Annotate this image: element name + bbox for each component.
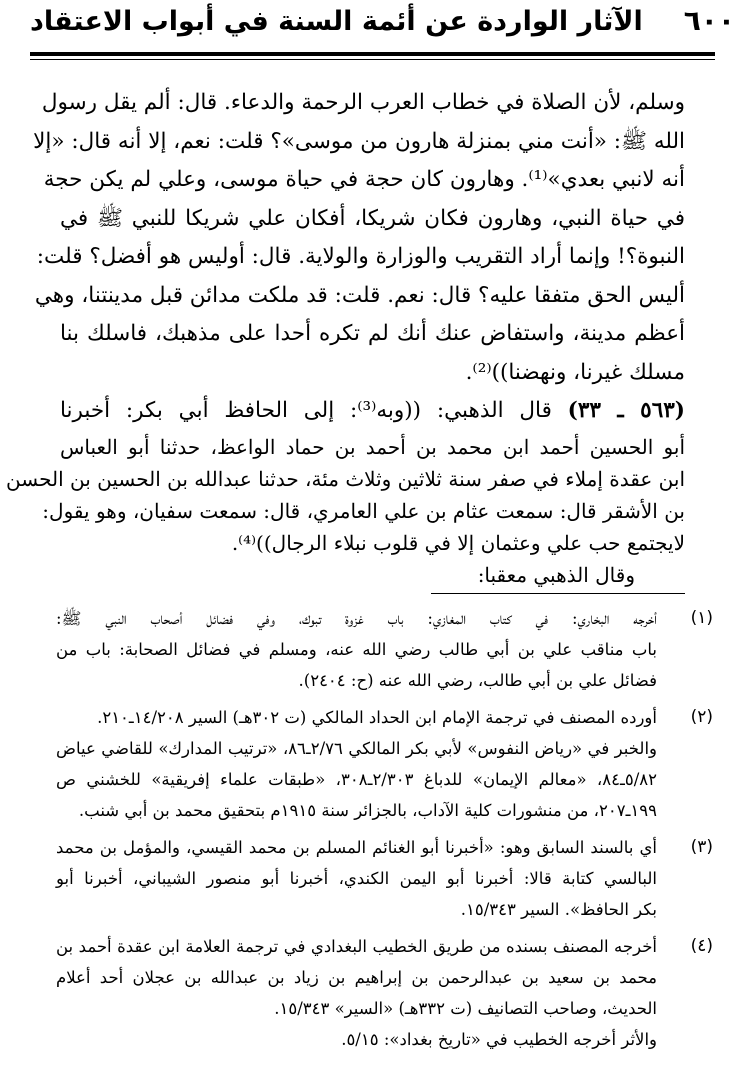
running-title: الآثار الواردة عن أئمة السنة في أبواب الاعتقاد	[30, 6, 643, 37]
footnote-line: أخرجه المصنف بسنده من طريق الخطيب البغدادي في ترجمة العلامة ابن عقدة أحمد بن	[56, 937, 657, 956]
footnote-line: ١٩٩ـ٢٠٧، من منشورات كلية الآداب، بالجزائر سنة ١٩١٥م بتحقيق محمد بن أبي شنب.	[78, 801, 657, 820]
footnote-separator	[431, 593, 685, 594]
footnote-line: فضائل علي بن أبي طالب، رضي الله عنه (ح: ٢٤٠٤).	[298, 671, 657, 690]
text-line: أبو الحسين أحمد ابن محمد بن أحمد بن حماد الواعظ، حدثنا أبو العباس	[60, 434, 685, 459]
footnote-line: والأثر أخرجه الخطيب في «تاريخ بغداد»: ٥/١٥.	[341, 1030, 657, 1049]
footnote-number: (٣)	[690, 837, 713, 857]
page-number: ٦٠٠	[683, 4, 735, 37]
text-line: النبوة؟! وإنما أراد التقريب والوزارة والولاية. قال: أوليس هو أفضل؟ قلت:	[36, 244, 685, 269]
entry-heading-line	[60, 392, 685, 431]
header-rule-thin	[30, 59, 715, 60]
text-line: قال الذهبي: ((وبه⁽³⁾: إلى الحافظ أبي بكر: أخبرنا	[60, 398, 552, 423]
footnote	[56, 603, 715, 696]
footnote-line: أخرجه البخاري: في كتاب المغازي: باب غزوة تبوك، وفي فضائل أصحاب النبي ﷺ:	[56, 609, 657, 628]
footnote-line: باب مناقب علي بن أبي طالب رضي الله عنه، ومسلم في فضائل الصحابة: باب من	[56, 640, 657, 659]
footnote-line: محمد بن سعيد بن عبدالرحمن بن إبراهيم بن زياد بن عبدالله بن عجلان أحد أعلام	[56, 968, 657, 987]
footnote-line: بكر الحافظ». السير ١٥/٣٤٣.	[460, 900, 657, 919]
footnote-number: (١)	[690, 608, 713, 628]
text-line: مسلك غيرنا، ونهضنا))⁽²⁾.	[465, 359, 685, 385]
text-line: في حياة النبي، وهارون فكان شريكا، أفكان علي شريكا للنبي ﷺ في	[60, 205, 685, 231]
text-line: الله ﷺ: «أنت مني بمنزلة هارون من موسى»؟ قلت: نعم، إلا أنه قال: «إلا	[33, 128, 685, 154]
footnote	[56, 832, 715, 925]
main-text	[6, 84, 685, 591]
footnote-line: أورده المصنف في ترجمة الإمام ابن الحداد المالكي (ت ٣٠٢هـ) السير ١٤/٢٠٨ـ٢١٠.	[97, 708, 657, 727]
footnote	[56, 702, 715, 826]
footnote-number: (٢)	[690, 707, 713, 727]
footnote-line: والخبر في «رياض النفوس» لأبي بكر المالكي ٢/٧٦ـ٨٦، «ترتيب المدارك» للقاضي عياض	[56, 739, 657, 758]
text-line: وسلم، لأن الصلاة في خطاب العرب الرحمة والدعاء. قال: ألم يقل رسول	[41, 90, 685, 115]
footnote-line: أي بالسند السابق وهو: «أخبرنا أبو الغنائم المسلم بن محمد القيسي، والمؤمل بن محمد	[56, 838, 657, 857]
footnotes	[56, 603, 715, 1061]
text-line: أنه لانبي بعدي»⁽¹⁾. وهارون كان حجة في حياة موسى، وعلي لم يكن حجة	[43, 167, 685, 192]
footnote-line: الحديث، وصاحب التصانيف (ت ٣٣٢هـ) «السير» ١٥/٣٤٣.	[274, 999, 657, 1018]
footnote-line: ٥/٨٢ـ٨٤، «معالم الإيمان» للدباغ ٢/٣٠٣ـ٣٠٨، «طبقات علماء إفريقية» للخشني ص	[56, 770, 657, 789]
text-line: لايجتمع حب علي وعثمان إلا في قلوب نبلاء الرجال))⁽⁴⁾.	[231, 530, 685, 555]
footnote-number: (٤)	[690, 936, 713, 956]
text-line: أعظم مدينة، واستفاض عنك أنك لم تكره أحدا على مذهبك، فاسلك بنا	[60, 321, 685, 346]
entry-number: (٥٦٣ ـ ٣٣)	[567, 398, 685, 423]
header-rule	[30, 52, 715, 56]
text-line: ابن عقدة إملاء في صفر سنة ثلاثين وثلاث مئة، حدثنا عبدالله بن الحسين بن الحسن	[6, 466, 685, 491]
text-line: أليس الحق متفقا عليه؟ قال: نعم. قلت: قد ملكت مدائن قبل مدينتنا، وهي	[34, 282, 685, 308]
text-line: وقال الذهبي معقبا:	[477, 562, 635, 587]
text-line: بن الأشقر قال: سمعت عثام بن علي العامري، قال: سمعت سفيان، وهو يقول:	[42, 498, 685, 523]
footnote	[56, 931, 715, 1055]
footnote-line: البالسي كتابة قالا: أخبرنا أبو اليمن الكندي، أخبرنا أبو منصور الشيباني، أخبرنا أبو	[56, 869, 657, 888]
